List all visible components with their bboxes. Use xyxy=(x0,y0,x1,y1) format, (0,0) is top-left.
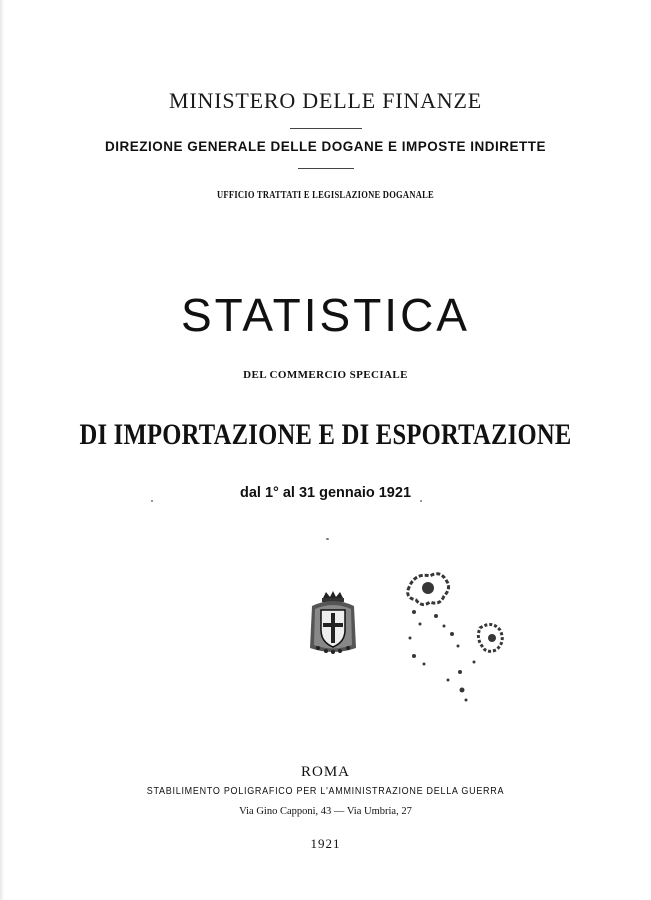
scan-speck xyxy=(420,500,422,502)
document-headline: DI IMPORTAZIONE E DI ESPORTAZIONE xyxy=(79,418,572,451)
document-subtitle: DEL COMMERCIO SPECIALE xyxy=(243,369,408,381)
direction-heading: DIREZIONE GENERALE DELLE DOGANE E IMPOSTE INDIRETTE xyxy=(104,139,547,154)
imprint-address: Via Gino Capponi, 43 — Via Umbria, 27 xyxy=(239,806,412,817)
document-title: STATISTICA xyxy=(181,289,470,341)
ministry-heading: MINISTERO DELLE FINANZE xyxy=(169,88,482,113)
imprint-year: 1921 xyxy=(310,836,341,851)
separator-rule-2 xyxy=(298,168,354,169)
imprint-printer: STABILIMENTO POLIGRAFICO PER L'AMMINISTRAZIONE DELLA GUERRA xyxy=(146,786,505,797)
royal-coat-of-arms-icon xyxy=(306,590,360,656)
document-period: dal 1° al 31 gennaio 1921 xyxy=(239,485,412,501)
imprint-city: ROMA xyxy=(300,764,350,780)
separator-rule-1 xyxy=(290,128,362,129)
scan-speck xyxy=(326,538,329,540)
scan-speck xyxy=(151,500,153,502)
library-ink-stamp-icon xyxy=(400,568,510,708)
office-heading: UFFICIO TRATTATI E LEGISLAZIONE DOGANALE xyxy=(217,190,434,201)
